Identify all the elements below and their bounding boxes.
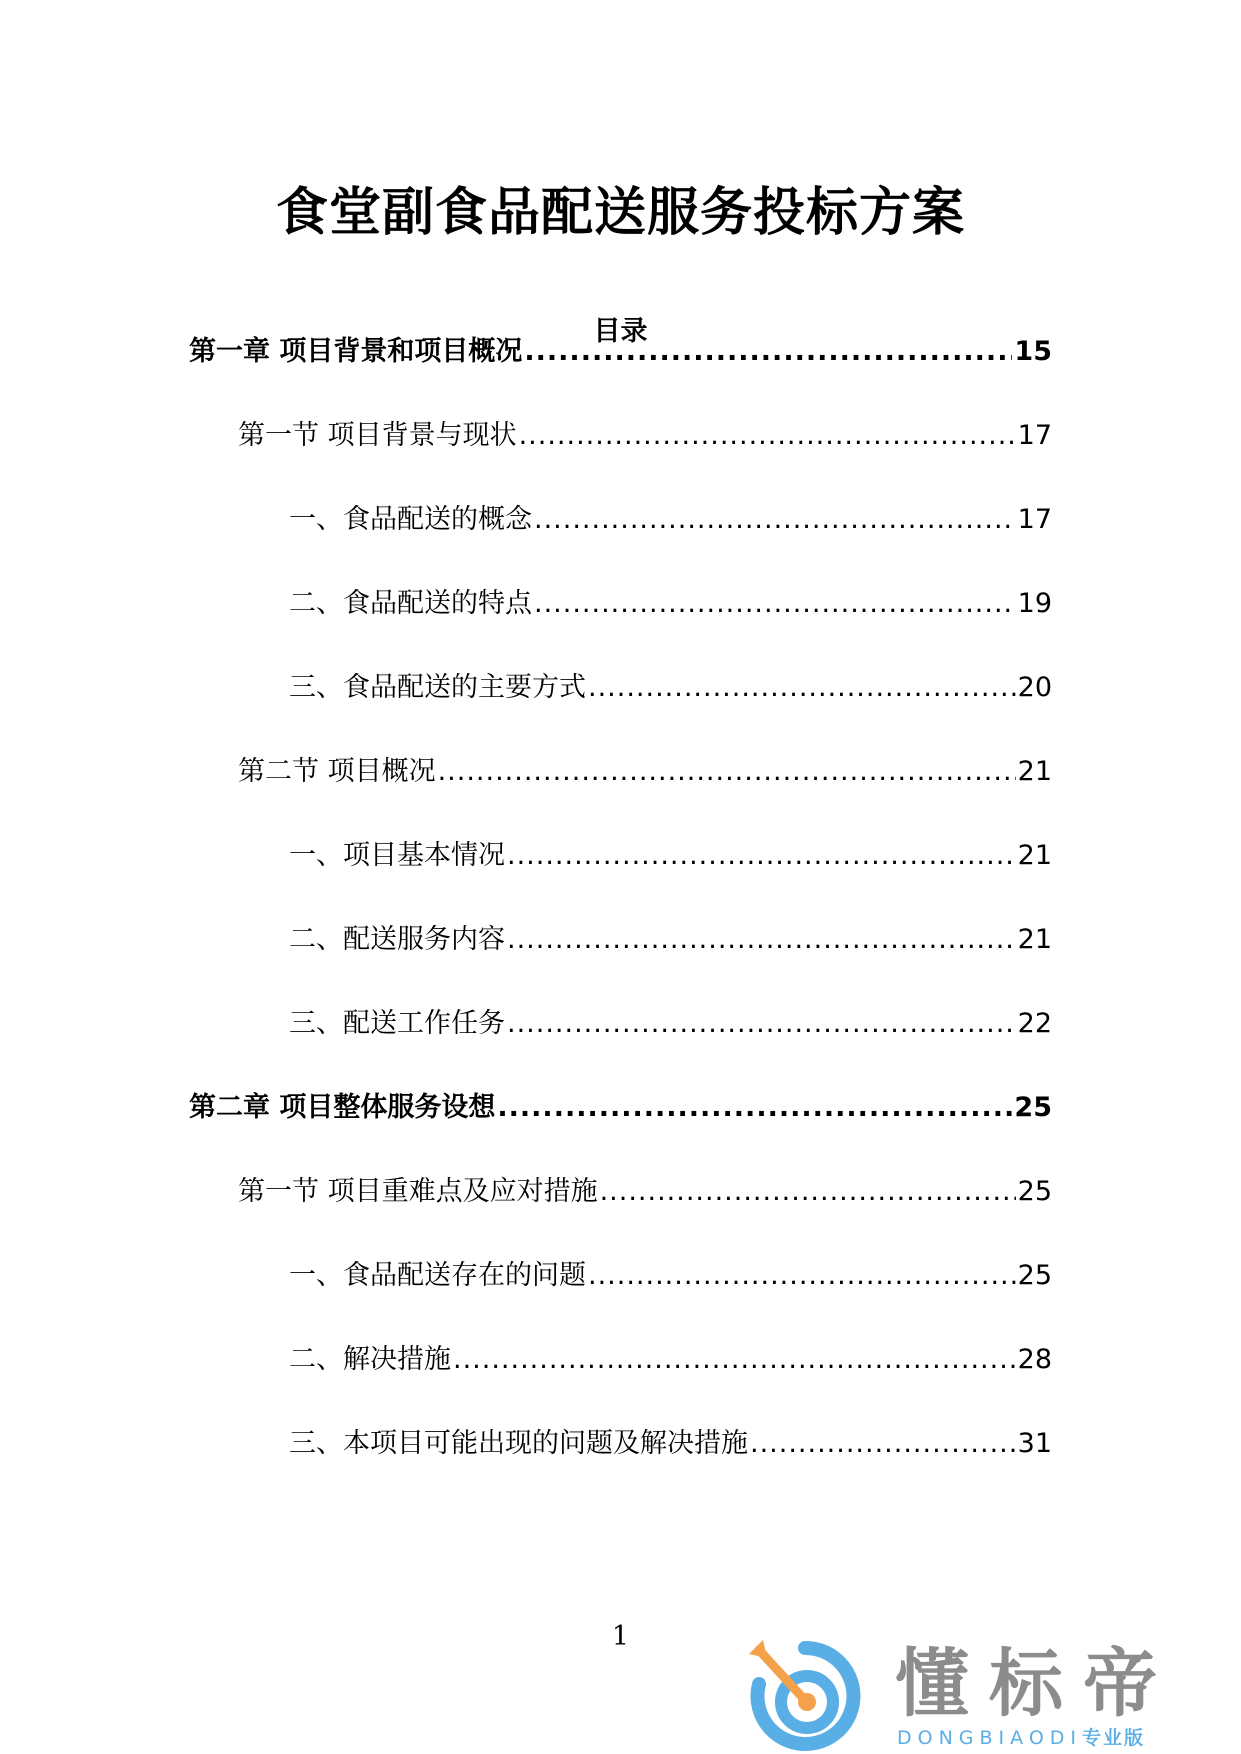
document-title: 食堂副食品配送服务投标方案 — [275, 183, 965, 243]
toc-entry-chapter-2[interactable] — [189, 1088, 1052, 1128]
toc-entry-page: 25 — [1017, 1260, 1052, 1291]
toc-entry-item-1-1-3[interactable] — [289, 668, 1052, 708]
toc-entry-chapter-1[interactable] — [189, 332, 1052, 372]
target-dart-icon — [745, 1636, 865, 1754]
toc-entry-page: 17 — [1017, 420, 1052, 451]
toc-entry-page: 31 — [1017, 1428, 1052, 1459]
toc-entry-title: 三、配送工作任务 — [289, 1008, 505, 1039]
toc-entry-page: 22 — [1017, 1008, 1052, 1039]
toc-dot-leader — [519, 416, 1016, 456]
toc-entry-title: 三、食品配送的主要方式 — [289, 672, 586, 703]
toc-entry-page: 25 — [1014, 1092, 1052, 1123]
toc-entry-title: 二、配送服务内容 — [289, 924, 505, 955]
watermark-subtitle — [897, 1726, 1145, 1750]
toc-entry-page: 20 — [1017, 672, 1052, 703]
toc-entry-page: 15 — [1014, 336, 1052, 367]
toc-entry-page: 17 — [1017, 504, 1052, 535]
toc-entry-page: 21 — [1017, 756, 1052, 787]
page-number: 1 — [611, 1621, 630, 1652]
toc-dot-leader — [438, 752, 1016, 792]
toc-entry-item-1-1-2[interactable] — [289, 584, 1052, 624]
toc-entry-item-1-2-1[interactable] — [289, 836, 1052, 876]
toc-entry-item-2-1-2[interactable] — [289, 1340, 1052, 1380]
toc-heading: 目录 — [593, 316, 648, 347]
toc-entry-title: 一、食品配送存在的问题 — [289, 1260, 586, 1291]
toc-dot-leader — [453, 1340, 1016, 1380]
toc-dot-leader — [600, 1172, 1016, 1212]
toc-dot-leader — [534, 500, 1016, 540]
toc-dot-leader — [497, 1088, 1012, 1128]
toc-dot-leader — [507, 1004, 1016, 1044]
toc-entry-item-1-1-1[interactable] — [289, 500, 1052, 540]
toc-entry-item-1-2-2[interactable] — [289, 920, 1052, 960]
toc-dot-leader — [588, 668, 1016, 708]
toc-entry-title: 三、本项目可能出现的问题及解决措施 — [289, 1428, 748, 1459]
toc-entry-title: 第二章 项目整体服务设想 — [189, 1092, 496, 1123]
toc-entry-item-1-2-3[interactable] — [289, 1004, 1052, 1044]
toc-entry-title: 一、项目基本情况 — [289, 840, 505, 871]
watermark — [745, 1630, 1215, 1754]
toc-dot-leader — [534, 584, 1016, 624]
toc-entry-title: 二、解决措施 — [289, 1344, 451, 1375]
toc-entry-section-1-2[interactable] — [238, 752, 1052, 792]
toc-entry-title: 第一节 项目重难点及应对措施 — [238, 1176, 598, 1207]
toc-dot-leader — [524, 332, 1012, 372]
toc-entry-section-2-1[interactable] — [238, 1172, 1052, 1212]
watermark-brand: 懂标帝 — [895, 1641, 1177, 1727]
toc-entry-item-2-1-1[interactable] — [289, 1256, 1052, 1296]
toc-entry-title: 第二节 项目概况 — [238, 756, 436, 787]
toc-entry-item-2-1-3[interactable] — [289, 1424, 1052, 1464]
toc-entry-page: 19 — [1017, 588, 1052, 619]
toc-dot-leader — [750, 1424, 1016, 1464]
toc-entry-title: 第一节 项目背景与现状 — [238, 420, 517, 451]
toc-entry-page: 21 — [1017, 840, 1052, 871]
toc-entry-title: 第一章 项目背景和项目概况 — [189, 336, 523, 367]
watermark-pinyin: DONGBIAODI — [897, 1727, 1083, 1749]
toc-entry-title: 二、食品配送的特点 — [289, 588, 532, 619]
toc-entry-page: 28 — [1017, 1344, 1052, 1375]
toc-dot-leader — [588, 1256, 1016, 1296]
toc-dot-leader — [507, 920, 1016, 960]
toc-entry-page: 21 — [1017, 924, 1052, 955]
toc-dot-leader — [507, 836, 1016, 876]
toc-entry-title: 一、食品配送的概念 — [289, 504, 532, 535]
toc-entry-page: 25 — [1017, 1176, 1052, 1207]
toc-entry-section-1-1[interactable] — [238, 416, 1052, 456]
watermark-edition: 专业版 — [1082, 1727, 1146, 1749]
